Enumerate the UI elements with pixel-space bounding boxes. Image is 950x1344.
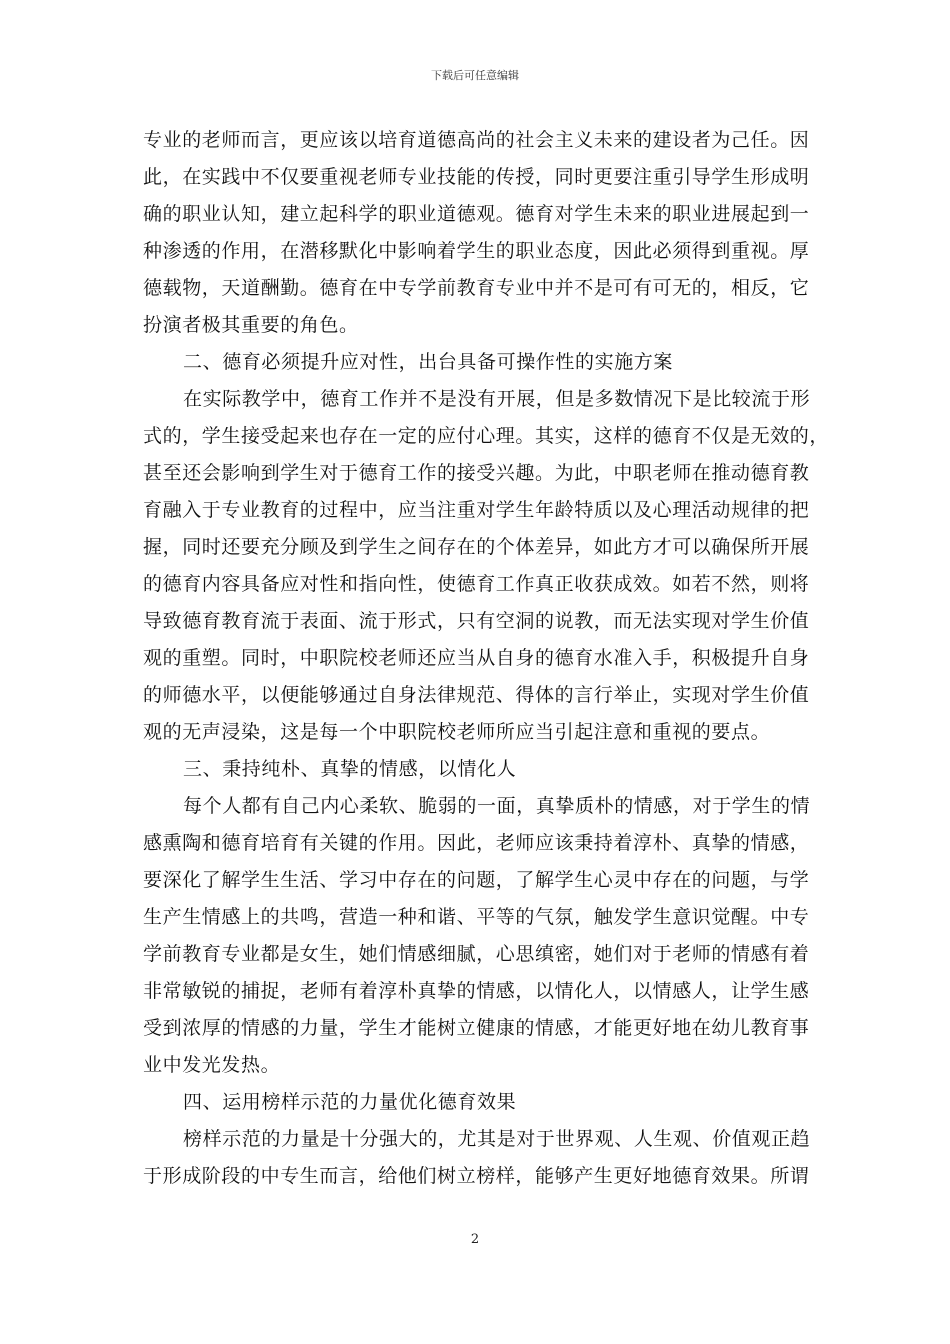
text-line: 扮演者极其重要的角色。 xyxy=(143,314,359,336)
document-body xyxy=(143,122,830,1195)
page-number: 2 xyxy=(470,1232,480,1247)
text-line: 的师德水平，以便能够通过自身法律规范、得体的言行举止，实现对学生价值 xyxy=(143,684,810,706)
text-line: 生产生情感上的共鸣，营造一种和谐、平等的气氛，触发学生意识觉醒。中专 xyxy=(143,906,810,928)
text-line: 确的职业认知，建立起科学的职业道德观。德育对学生未来的职业进展起到一 xyxy=(143,203,810,225)
text-line: 育融入于专业教育的过程中，应当注重对学生年龄特质以及心理活动规律的把 xyxy=(143,499,810,521)
text-line: 甚至还会影响到学生对于德育工作的接受兴趣。为此，中职老师在推动德育教 xyxy=(143,462,810,484)
text-line: 专业的老师而言，更应该以培育道德高尚的社会主义未来的建设者为己任。因 xyxy=(143,129,810,151)
text-line: 二、德育必须提升应对性，出台具备可操作性的实施方案 xyxy=(183,351,674,373)
text-line: 握，同时还要充分顾及到学生之间存在的个体差异，如此方才可以确保所开展 xyxy=(143,536,810,558)
text-line: 业中发光发热。 xyxy=(143,1054,281,1076)
text-line: 的德育内容具备应对性和指向性，使德育工作真正收获成效。如若不然，则将 xyxy=(143,573,810,595)
text-line: 观的无声浸染，这是每一个中职院校老师所应当引起注意和重视的要点。 xyxy=(143,721,771,743)
text-line: 感熏陶和德育培育有关键的作用。因此，老师应该秉持着淳朴、真挚的情感， xyxy=(143,832,810,854)
text-line: 种渗透的作用，在潜移默化中影响着学生的职业态度，因此必须得到重视。厚 xyxy=(143,240,810,262)
text-line: 导致德育教育流于表面、流于形式，只有空洞的说教，而无法实现对学生价值 xyxy=(143,610,810,632)
text-line: 于形成阶段的中专生而言，给他们树立榜样，能够产生更好地德育效果。所谓 xyxy=(143,1165,810,1187)
text-line: 式的，学生接受起来也存在一定的应付心理。其实，这样的德育不仅是无效的， xyxy=(143,425,830,447)
text-line: 此，在实践中不仅要重视老师专业技能的传授，同时更要注重引导学生形成明 xyxy=(143,166,810,188)
text-line: 每个人都有自己内心柔软、脆弱的一面，真挚质朴的情感，对于学生的情 xyxy=(183,795,811,817)
text-line: 德载物，天道酬勤。德育在中专学前教育专业中并不是可有可无的，相反，它 xyxy=(143,277,810,299)
text-line: 榜样示范的力量是十分强大的，尤其是对于世界观、人生观、价值观正趋 xyxy=(183,1128,811,1150)
text-line: 三、秉持纯朴、真挚的情感，以情化人 xyxy=(183,758,517,780)
page-header: 下载后可任意编辑 xyxy=(431,69,519,82)
text-line: 观的重塑。同时，中职院校老师还应当从自身的德育水准入手，积极提升自身 xyxy=(143,647,810,669)
text-line: 在实际教学中，德育工作并不是没有开展，但是多数情况下是比较流于形 xyxy=(183,388,811,410)
text-line: 受到浓厚的情感的力量，学生才能树立健康的情感，才能更好地在幼儿教育事 xyxy=(143,1017,810,1039)
text-line: 非常敏锐的捕捉，老师有着淳朴真挚的情感，以情化人，以情感人，让学生感 xyxy=(143,980,810,1002)
text-line: 学前教育专业都是女生，她们情感细腻，心思缜密，她们对于老师的情感有着 xyxy=(143,943,810,965)
text-line: 四、运用榜样示范的力量优化德育效果 xyxy=(183,1091,517,1113)
text-line: 要深化了解学生生活、学习中存在的问题，了解学生心灵中存在的问题，与学 xyxy=(143,869,810,891)
